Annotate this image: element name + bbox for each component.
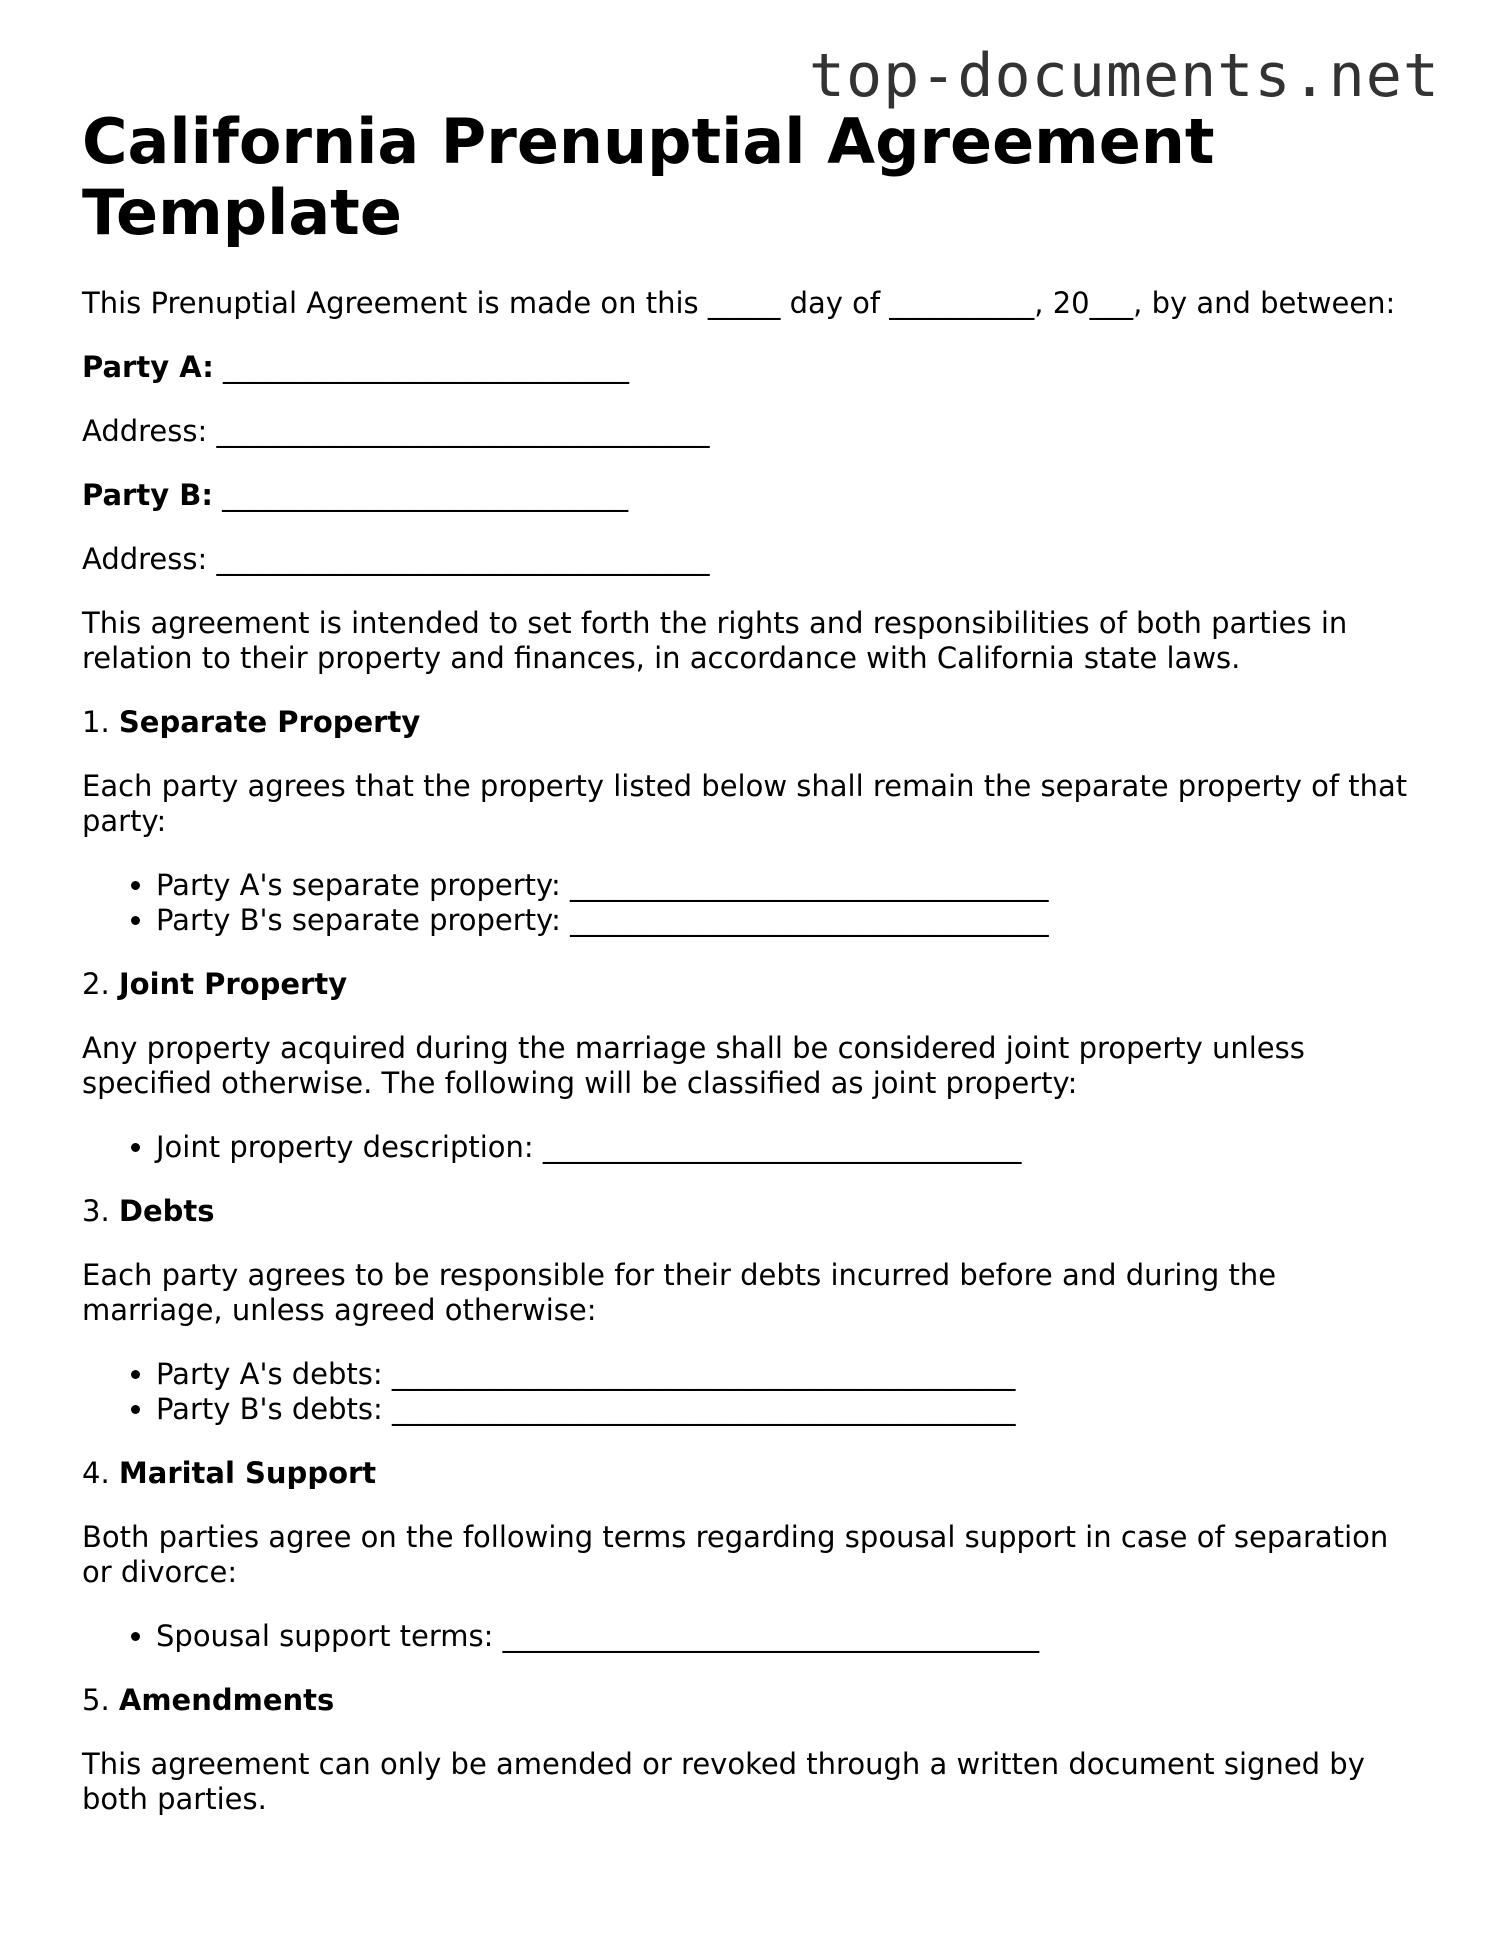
section-list <box>82 1619 1422 1654</box>
list-item: • Spousal support terms: _____________________________________ <box>156 1619 1422 1654</box>
section-number: 4. <box>82 1456 110 1490</box>
intro-paragraph: This Prenuptial Agreement is made on this _____ day of __________, 20___, by and between: <box>82 286 1396 320</box>
section-body: This agreement can only be amended or revoked through a written document signed by both parties. <box>82 1747 1365 1816</box>
party-a-label: Party A: <box>82 350 214 384</box>
party-b-line <box>82 478 1422 513</box>
section-list <box>82 1357 1422 1427</box>
party-a-line <box>82 350 1422 385</box>
section-number: 5. <box>82 1683 110 1717</box>
list-item: • Joint property description: _________________________________ <box>156 1130 1422 1165</box>
address-a-label: Address: <box>82 414 208 448</box>
section-heading-marital-support <box>82 1456 1422 1491</box>
section-title: Marital Support <box>118 1456 377 1490</box>
section-title: Joint Property <box>118 967 348 1001</box>
document-page <box>82 106 1422 1817</box>
section-heading-debts <box>82 1194 1422 1229</box>
party-a-address-line <box>82 414 1422 449</box>
party-b-address-line <box>82 542 1422 577</box>
section-heading-separate-property <box>82 705 1422 740</box>
section-body: Both parties agree on the following terms regarding spousal support in case of separation or divorce: <box>82 1520 1389 1589</box>
list-item: • Party A's separate property: _________________________________ <box>156 868 1422 903</box>
section-heading-joint-property <box>82 967 1422 1002</box>
list-item: • Party B's separate property: _________________________________ <box>156 903 1422 938</box>
list-item: • Party B's debts: ___________________________________________ <box>156 1392 1422 1427</box>
section-body: Any property acquired during the marriage shall be considered joint property unless specified otherwise. The following will be classified as joint property: <box>82 1031 1305 1100</box>
section-title: Debts <box>118 1194 215 1228</box>
section-list <box>82 868 1422 938</box>
section-number: 1. <box>82 705 110 739</box>
document-title: California Prenuptial Agreement Template <box>82 105 1215 249</box>
section-number: 3. <box>82 1194 110 1228</box>
party-a-blank: ____________________________ <box>223 350 630 384</box>
party-b-blank: ____________________________ <box>222 478 629 512</box>
purpose-paragraph: This agreement is intended to set forth the rights and responsibilities of both parties in relation to their property and finances, in accordance with California state laws. <box>82 606 1348 675</box>
watermark: top-documents.net <box>808 41 1440 111</box>
party-b-label: Party B: <box>82 478 213 512</box>
address-a-blank: __________________________________ <box>216 414 710 448</box>
section-list <box>82 1130 1422 1165</box>
section-body: Each party agrees that the property listed below shall remain the separate property of that party: <box>82 769 1408 838</box>
section-title: Amendments <box>118 1683 335 1717</box>
section-heading-amendments <box>82 1683 1422 1718</box>
list-item: • Party A's debts: ___________________________________________ <box>156 1357 1422 1392</box>
section-title: Separate Property <box>118 705 421 739</box>
address-b-blank: __________________________________ <box>216 542 710 576</box>
section-number: 2. <box>82 967 110 1001</box>
section-body: Each party agrees to be responsible for their debts incurred before and during the marriage, unless agreed otherwise: <box>82 1258 1277 1327</box>
address-b-label: Address: <box>82 542 208 576</box>
